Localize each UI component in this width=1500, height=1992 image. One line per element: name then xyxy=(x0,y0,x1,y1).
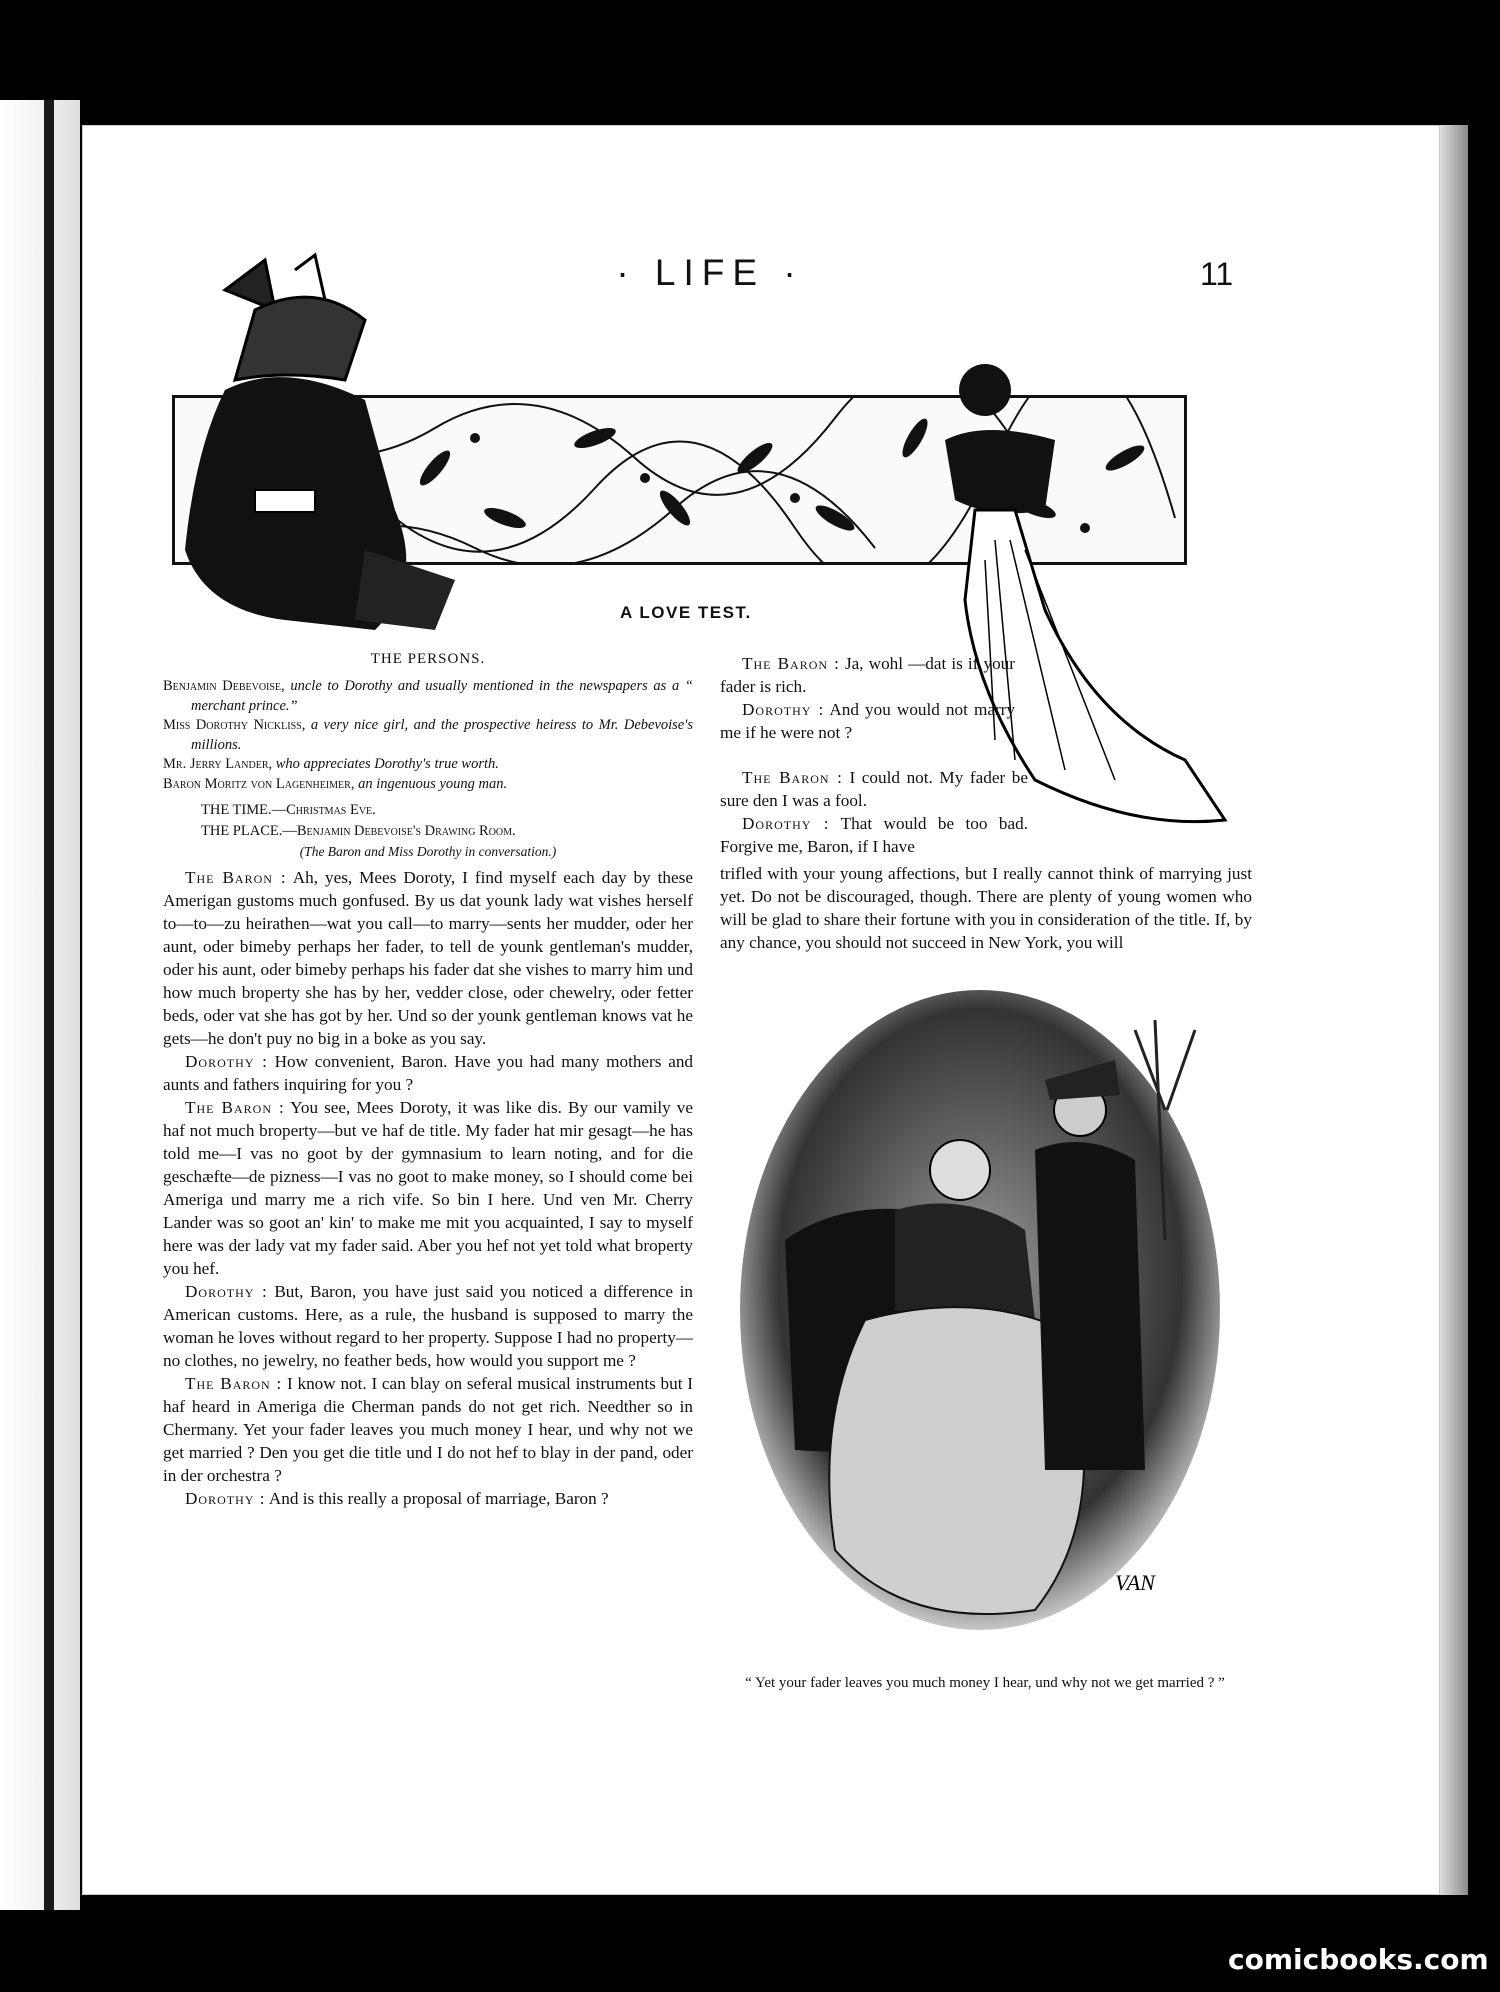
persons-heading: THE PERSONS. xyxy=(370,651,486,667)
dialogue-line: Dorothy : And you would not marry me if he were not ? xyxy=(720,700,1016,742)
left-column xyxy=(163,648,693,1510)
dialogue-continuation: trifled with your young affections, but I really cannot think of marrying just yet. Do not be discouraged, though. There are plenty of young women who will be glad to share their fortune with you in consideration of the title. If, by any chance, you should not succeed in New York, you will xyxy=(720,864,1252,952)
site-watermark: comicbooks.com xyxy=(1228,1943,1489,1976)
dialogue-line: Dorothy : And is this really a proposal of marriage, Baron ? xyxy=(185,1489,609,1508)
dialogue-line: The Baron : I could not. My fader be sure den I was a fool. xyxy=(720,768,1028,810)
woman-gown-figure-icon xyxy=(915,360,1255,830)
stage-direction: (The Baron and Miss Dorothy in conversation.) xyxy=(299,844,557,859)
cast-entry: Miss Dorothy Nickliss, a very nice girl, and the prospective heiress to Mr. Debevoise's millions. xyxy=(163,717,693,753)
dialogue-line: Dorothy : But, Baron, you have just said you noticed a difference in American customs. Here, as a rule, the husband is supposed to marry the woman he loves without regard to her property. Suppose I had no property—no clothes, no jewelry, no feather beds, how would you support me ? xyxy=(163,1282,693,1370)
right-page-edge xyxy=(1440,125,1468,1895)
masthead: · LIFE · xyxy=(616,252,804,293)
setting-place: THE PLACE.—Benjamin Debevoise's Drawing Room. xyxy=(201,823,516,839)
right-column-mid xyxy=(720,766,1028,858)
cast-entry: Benjamin Debevoise, uncle to Dorothy and usually mentioned in the newspapers as a “ merchant prince.” xyxy=(163,678,693,714)
right-column-narrow xyxy=(720,652,1015,744)
dialogue-line: Dorothy : How convenient, Baron. Have you had many mothers and aunts and fathers inquiring for you ? xyxy=(163,1052,694,1094)
dialogue-line: The Baron : You see, Mees Doroty, it was like dis. By our vamily ve haf not much broperty—but ve haf de title. My fader hat mir gesagt—he has told me—I vas no goot by der gymnasium to learn noting, and for die geschæfte—de pizness—I vas no goot to make money, so I should come bei Ameriga und marry me a rich vife. So bin I here. Und ven Mr. Cherry Lander was so goot an' kin' to make me mit you acquainted, I say to myself here was der lady vat my fader said. Aber you hef not yet told what broperty you hef. xyxy=(163,1098,693,1278)
left-page-edge xyxy=(0,100,80,1910)
dialogue-line: Dorothy : That would be too bad. Forgive me, Baron, if I have xyxy=(720,814,1028,856)
illustration-caption: “ Yet your fader leaves you much money I hear, und why not we get married ? ” xyxy=(745,1675,1225,1691)
artist-signature: VAN xyxy=(1115,1570,1155,1595)
dialogue-left xyxy=(163,866,693,1510)
cast-entry: Mr. Jerry Lander, who appreciates Dorothy's true worth. xyxy=(163,756,499,772)
right-column-full xyxy=(720,862,1252,954)
dialogue-line: The Baron : I know not. I can blay on seferal musical instruments but I haf heard in Ameriga die Cherman pands do not get rich. Needther so in Chermany. Yet your fader leaves you much money I hear, und why not we get married ? Den you get die title und I do not hef to blay in der pand, oder in der orchestra ? xyxy=(163,1374,693,1485)
binding-strip xyxy=(44,100,54,1910)
cast-entry: Baron Moritz von Lagenheimer, an ingenuous young man. xyxy=(163,775,508,792)
page-number: 11 xyxy=(1200,256,1234,292)
setting-time: THE TIME.—Christmas Eve. xyxy=(201,802,376,818)
article-title: A LOVE TEST. xyxy=(620,603,752,622)
santa-figure-icon xyxy=(165,250,475,640)
dialogue-line: The Baron : Ah, yes, Mees Doroty, I find myself each day by these Amerigan gustoms much gonfused. By us dat younk lady wat vishes herself to—to—zu heirathen—wat you call—to marry—sents her mudder, oder her aunt, oder bimeby perhaps her fader, to tell de younk gentleman's mudder, oder his aunt, oder bimeby perhaps his fader dat she vishes to marry him und how much broperty she has by her, vedder close, oder chewelry, oder fetter beds, oder vat she has got by her. Und so der younk gentleman knows vat he gets—he don't puy no big in a boke as you say. xyxy=(163,868,693,1048)
couple-on-sofa-icon xyxy=(735,990,1225,1660)
dialogue-line: The Baron : Ja, wohl —dat is if your fader is rich. xyxy=(720,654,1015,696)
cast-list xyxy=(163,677,693,794)
